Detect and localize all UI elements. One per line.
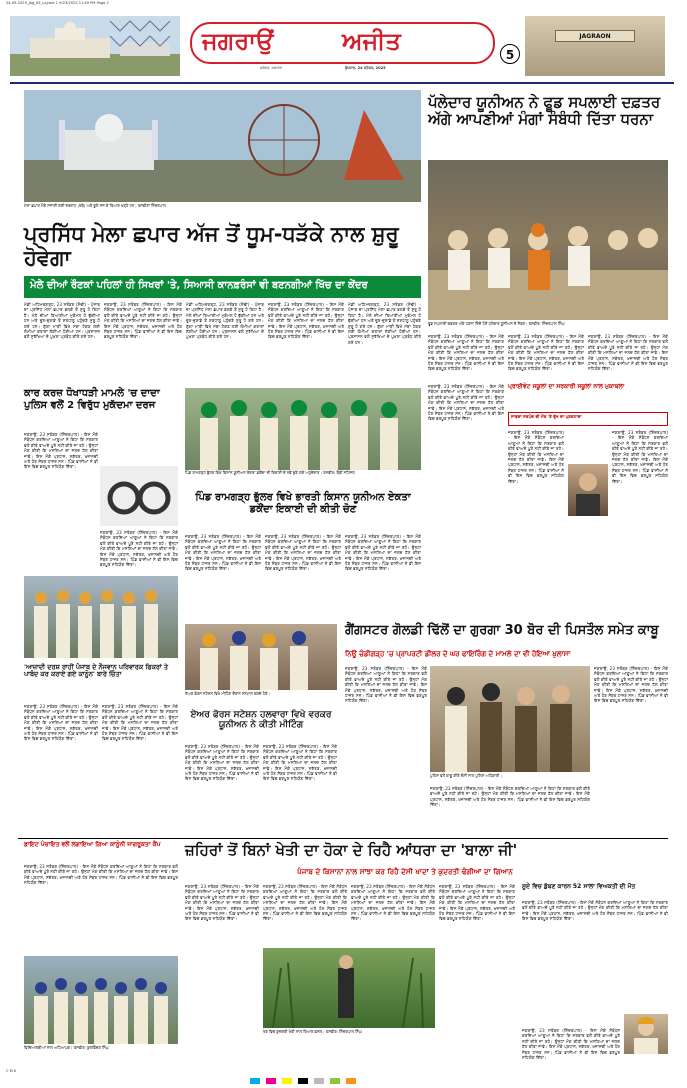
meeting-group-icon: [185, 624, 337, 690]
camp-caption: ਵਿਦਿਆਰਥੀਆਂ ਨਾਲ ਅਧਿਆਪਕ। ਤਸਵੀਰ: ਕੁਲਵਿੰਦਰ ਸਿੰਘ: [24, 1045, 109, 1050]
deceased-portrait: [624, 1014, 668, 1054]
rally-crowd-icon: [24, 576, 178, 658]
masthead-banner: [190, 22, 495, 64]
schools-headline: ਪ੍ਰਾਈਵੇਟ ਸਕੂਲਾਂ ਦਾ ਸਰਕਾਰੀ ਸਕੂਲਾਂ ਨਾਲ ਮੁਕਾਬਲਾ: [508, 383, 625, 390]
crops-icon: [263, 948, 435, 1028]
farm-photo: [263, 948, 435, 1028]
students-group-icon: [24, 956, 178, 1044]
drowning-headline: ਸੂਏ ਵਿਚ ਡੁੱਬਣ ਕਾਰਨ 52 ਸਾਲਾ ਵਿਅਕਤੀ ਦੀ ਮੌਤ: [522, 883, 636, 890]
camp-photo: [24, 956, 178, 1044]
masthead-paper-name: ਅਜੀਤ: [342, 27, 401, 55]
rally-col-1: ਜਗਰਾਉਂ, 23 ਸਤੰਬਰ (ਸ਼ਿੰਦਰਪਾਲ) - ਇਸ ਮੌਕੇ ਸੰਬੋਧਨ ਕਰਦਿਆਂ ਆਗੂਆਂ ਨੇ ਕਿਹਾ ਕਿ ਸਰਕਾਰ ਵਲੋਂ ਕੀਤੇ ਵਾਅਦੇ ਪੂਰੇ ਨਹੀਂ ਕੀਤੇ ਜਾ ਰਹੇ। ਉਨ੍ਹਾਂ ਮੰਗ ਕੀਤੀ ਕਿ ਮਸਲਿਆਂ ਦਾ ਜਲਦ ਹੱਲ ਕੀਤਾ ਜਾਵੇ। ਇਸ ਮੌਕੇ ਪ੍ਰਧਾਨ, ਸਕੱਤਰ, ਖ਼ਜ਼ਾਨਚੀ ਅਤੇ ਹੋਰ ਮੈਂਬਰ ਹਾਜ਼ਰ ਸਨ। ਪਿੰਡ ਵਾਸੀਆਂ ਨੇ ਵੀ ਇਸ ਵਿਚ ਭਰਪੂਰ ਸਹਿਯੋਗ ਦਿੱਤਾ।: [24, 704, 98, 742]
airforce-col-1: ਜਗਰਾਉਂ, 23 ਸਤੰਬਰ (ਸ਼ਿੰਦਰਪਾਲ) - ਇਸ ਮੌਕੇ ਸੰਬੋਧਨ ਕਰਦਿਆਂ ਆਗੂਆਂ ਨੇ ਕਿਹਾ ਕਿ ਸਰਕਾਰ ਵਲੋਂ ਕੀਤੇ ਵਾਅਦੇ ਪੂਰੇ ਨਹੀਂ ਕੀਤੇ ਜਾ ਰਹੇ। ਉਨ੍ਹਾਂ ਮੰਗ ਕੀਤੀ ਕਿ ਮਸਲਿਆਂ ਦਾ ਜਲਦ ਹੱਲ ਕੀਤਾ ਜਾਵੇ। ਇਸ ਮੌਕੇ ਪ੍ਰਧਾਨ, ਸਕੱਤਰ, ਖ਼ਜ਼ਾਨਚੀ ਅਤੇ ਹੋਰ ਮੈਂਬਰ ਹਾਜ਼ਰ ਸਨ। ਪਿੰਡ ਵਾਸੀਆਂ ਨੇ ਵੀ ਇਸ ਵਿਚ ਭਰਪੂਰ ਸਹਿਯੋਗ ਦਿੱਤਾ।: [185, 744, 259, 782]
police-officers-icon: [430, 666, 590, 772]
kisan-col-2: ਜਗਰਾਉਂ, 23 ਸਤੰਬਰ (ਸ਼ਿੰਦਰਪਾਲ) - ਇਸ ਮੌਕੇ ਸੰਬੋਧਨ ਕਰਦਿਆਂ ਆਗੂਆਂ ਨੇ ਕਿਹਾ ਕਿ ਸਰਕਾਰ ਵਲੋਂ ਕੀਤੇ ਵਾਅਦੇ ਪੂਰੇ ਨਹੀਂ ਕੀਤੇ ਜਾ ਰਹੇ। ਉਨ੍ਹਾਂ ਮੰਗ ਕੀਤੀ ਕਿ ਮਸਲਿਆਂ ਦਾ ਜਲਦ ਹੱਲ ਕੀਤਾ ਜਾਵੇ। ਇਸ ਮੌਕੇ ਪ੍ਰਧਾਨ, ਸਕੱਤਰ, ਖ਼ਜ਼ਾਨਚੀ ਅਤੇ ਹੋਰ ਮੈਂਬਰ ਹਾਜ਼ਰ ਸਨ। ਪਿੰਡ ਵਾਸੀਆਂ ਨੇ ਵੀ ਇਸ ਵਿਚ ਭਰਪੂਰ ਸਹਿਯੋਗ ਦਿੱਤਾ।: [265, 534, 341, 572]
schools-col-2: ਜਗਰਾਉਂ, 23 ਸਤੰਬਰ (ਸ਼ਿੰਦਰਪਾਲ) - ਇਸ ਮੌਕੇ ਸੰਬੋਧਨ ਕਰਦਿਆਂ ਆਗੂਆਂ ਨੇ ਕਿਹਾ ਕਿ ਸਰਕਾਰ ਵਲੋਂ ਕੀਤੇ ਵਾਅਦੇ ਪੂਰੇ ਨਹੀਂ ਕੀਤੇ ਜਾ ਰਹੇ। ਉਨ੍ਹਾਂ ਮੰਗ ਕੀਤੀ ਕਿ ਮਸਲਿਆਂ ਦਾ ਜਲਦ ਹੱਲ ਕੀਤਾ ਜਾਵੇ। ਇਸ ਮੌਕੇ ਪ੍ਰਧਾਨ, ਸਕੱਤਰ, ਖ਼ਜ਼ਾਨਚੀ ਅਤੇ ਹੋਰ ਮੈਂਬਰ ਹਾਜ਼ਰ ਸਨ। ਪਿੰਡ ਵਾਸੀਆਂ ਨੇ ਵੀ ਇਸ ਵਿਚ ਭਰਪੂਰ ਸਹਿਯੋਗ ਦਿੱਤਾ।: [508, 430, 564, 484]
color-swatch: [282, 1078, 292, 1084]
drowning-text-2: ਜਗਰਾਉਂ, 23 ਸਤੰਬਰ (ਸ਼ਿੰਦਰਪਾਲ) - ਇਸ ਮੌਕੇ ਸੰਬੋਧਨ ਕਰਦਿਆਂ ਆਗੂਆਂ ਨੇ ਕਿਹਾ ਕਿ ਸਰਕਾਰ ਵਲੋਂ ਕੀਤੇ ਵਾਅਦੇ ਪੂਰੇ ਨਹੀਂ ਕੀਤੇ ਜਾ ਰਹੇ। ਉਨ੍ਹਾਂ ਮੰਗ ਕੀਤੀ ਕਿ ਮਸਲਿਆਂ ਦਾ ਜਲਦ ਹੱਲ ਕੀਤਾ ਜਾਵੇ। ਇਸ ਮੌਕੇ ਪ੍ਰਧਾਨ, ਸਕੱਤਰ, ਖ਼ਜ਼ਾਨਚੀ ਅਤੇ ਹੋਰ ਮੈਂਬਰ ਹਾਜ਼ਰ ਸਨ। ਪਿੰਡ ਵਾਸੀਆਂ ਨੇ ਵੀ ਇਸ ਵਿਚ ਭਰਪੂਰ ਸਹਿਯੋਗ ਦਿੱਤਾ।: [522, 1028, 620, 1060]
camp-text: ਜਗਰਾਉਂ, 23 ਸਤੰਬਰ (ਸ਼ਿੰਦਰਪਾਲ) - ਇਸ ਮੌਕੇ ਸੰਬੋਧਨ ਕਰਦਿਆਂ ਆਗੂਆਂ ਨੇ ਕਿਹਾ ਕਿ ਸਰਕਾਰ ਵਲੋਂ ਕੀਤੇ ਵਾਅਦੇ ਪੂਰੇ ਨਹੀਂ ਕੀਤੇ ਜਾ ਰਹੇ। ਉਨ੍ਹਾਂ ਮੰਗ ਕੀਤੀ ਕਿ ਮਸਲਿਆਂ ਦਾ ਜਲਦ ਹੱਲ ਕੀਤਾ ਜਾਵੇ। ਇਸ ਮੌਕੇ ਪ੍ਰਧਾਨ, ਸਕੱਤਰ, ਖ਼ਜ਼ਾਨਚੀ ਅਤੇ ਹੋਰ ਮੈਂਬਰ ਹਾਜ਼ਰ ਸਨ। ਪਿੰਡ ਵਾਸੀਆਂ ਨੇ ਵੀ ਇਸ ਵਿਚ ਭਰਪੂਰ ਸਹਿਯੋਗ ਦਿੱਤਾ।: [24, 864, 178, 886]
schools-col-1: ਜਗਰਾਉਂ, 23 ਸਤੰਬਰ (ਸ਼ਿੰਦਰਪਾਲ) - ਇਸ ਮੌਕੇ ਸੰਬੋਧਨ ਕਰਦਿਆਂ ਆਗੂਆਂ ਨੇ ਕਿਹਾ ਕਿ ਸਰਕਾਰ ਵਲੋਂ ਕੀਤੇ ਵਾਅਦੇ ਪੂਰੇ ਨਹੀਂ ਕੀਤੇ ਜਾ ਰਹੇ। ਉਨ੍ਹਾਂ ਮੰਗ ਕੀਤੀ ਕਿ ਮਸਲਿਆਂ ਦਾ ਜਲਦ ਹੱਲ ਕੀਤਾ ਜਾਵੇ। ਇਸ ਮੌਕੇ ਪ੍ਰਧਾਨ, ਸਕੱਤਰ, ਖ਼ਜ਼ਾਨਚੀ ਅਤੇ ਹੋਰ ਮੈਂਬਰ ਹਾਜ਼ਰ ਸਨ। ਪਿੰਡ ਵਾਸੀਆਂ ਨੇ ਵੀ ਇਸ ਵਿਚ ਭਰਪੂਰ ਸਹਿਯੋਗ ਦਿੱਤਾ।: [428, 384, 504, 422]
rally-col-2: ਜਗਰਾਉਂ, 23 ਸਤੰਬਰ (ਸ਼ਿੰਦਰਪਾਲ) - ਇਸ ਮੌਕੇ ਸੰਬੋਧਨ ਕਰਦਿਆਂ ਆਗੂਆਂ ਨੇ ਕਿਹਾ ਕਿ ਸਰਕਾਰ ਵਲੋਂ ਕੀਤੇ ਵਾਅਦੇ ਪੂਰੇ ਨਹੀਂ ਕੀਤੇ ਜਾ ਰਹੇ। ਉਨ੍ਹਾਂ ਮੰਗ ਕੀਤੀ ਕਿ ਮਸਲਿਆਂ ਦਾ ਜਲਦ ਹੱਲ ਕੀਤਾ ਜਾਵੇ। ਇਸ ਮੌਕੇ ਪ੍ਰਧਾਨ, ਸਕੱਤਰ, ਖ਼ਜ਼ਾਨਚੀ ਅਤੇ ਹੋਰ ਮੈਂਬਰ ਹਾਜ਼ਰ ਸਨ। ਪਿੰਡ ਵਾਸੀਆਂ ਨੇ ਵੀ ਇਸ ਵਿਚ ਭਰਪੂਰ ਸਹਿਯੋਗ ਦਿੱਤਾ।: [102, 704, 178, 742]
kisan-photo: [185, 388, 421, 470]
masthead-rule: [10, 82, 674, 84]
color-swatch: [266, 1078, 276, 1084]
rally-photo: [24, 576, 178, 658]
top-photo-caption: ਮੇਲਾ ਛਪਾਰ ਮੌਕੇ ਸਜਾਈ ਗਈ ਦਰਗਾਹ (ਖੱਬੇ) ਅਤੇ ਝੂਲੇ ਸਜ ਕੇ ਤਿਆਰ ਖੜ੍ਹੇ ਹਨ। ਤਸਵੀਰਾਂ ਸ਼ਿੰਦਰਪਾਲ: [24, 203, 166, 208]
kisan-col-1: ਜਗਰਾਉਂ, 23 ਸਤੰਬਰ (ਸ਼ਿੰਦਰਪਾਲ) - ਇਸ ਮੌਕੇ ਸੰਬੋਧਨ ਕਰਦਿਆਂ ਆਗੂਆਂ ਨੇ ਕਿਹਾ ਕਿ ਸਰਕਾਰ ਵਲੋਂ ਕੀਤੇ ਵਾਅਦੇ ਪੂਰੇ ਨਹੀਂ ਕੀਤੇ ਜਾ ਰਹੇ। ਉਨ੍ਹਾਂ ਮੰਗ ਕੀਤੀ ਕਿ ਮਸਲਿਆਂ ਦਾ ਜਲਦ ਹੱਲ ਕੀਤਾ ਜਾਵੇ। ਇਸ ਮੌਕੇ ਪ੍ਰਧਾਨ, ਸਕੱਤਰ, ਖ਼ਜ਼ਾਨਚੀ ਅਤੇ ਹੋਰ ਮੈਂਬਰ ਹਾਜ਼ਰ ਸਨ। ਪਿੰਡ ਵਾਸੀਆਂ ਨੇ ਵੀ ਇਸ ਵਿਚ ਭਰਪੂਰ ਸਹਿਯੋਗ ਦਿੱਤਾ।: [185, 534, 261, 572]
police-photo: [430, 666, 590, 772]
pallaydar-headline: ਪੱਲੇਦਾਰ ਯੂਨੀਅਨ ਨੇ ਫੂਡ ਸਪਲਾਈ ਦਫ਼ਤਰ ਅੱਗੇ ਆਪਣੀਆਂ ਮੰਗਾਂ ਸੰਬੰਧੀ ਦਿੱਤਾ ਧਰਨਾ: [428, 93, 661, 129]
footer-cmyk-label: C M K: [6, 1069, 17, 1073]
airforce-headline: ਏਅਰ ਫੋਰਸ ਸਟੇਸ਼ਨ ਹਲਵਾਰਾ ਵਿਖੇ ਵਰਕਰ ਯੂਨੀਅਨ ਨੇ ਕੀਤੀ ਮੀਟਿੰਗ: [190, 710, 332, 731]
masthead-building-icon: [10, 16, 180, 76]
page-slug: 24-09-2025_Jag_05_Layout 1 9/23/2025 11:49 PM Page 2: [6, 1, 109, 5]
color-swatch: [314, 1078, 324, 1084]
protest-photo: [428, 160, 668, 320]
airforce-col-2: ਜਗਰਾਉਂ, 23 ਸਤੰਬਰ (ਸ਼ਿੰਦਰਪਾਲ) - ਇਸ ਮੌਕੇ ਸੰਬੋਧਨ ਕਰਦਿਆਂ ਆਗੂਆਂ ਨੇ ਕਿਹਾ ਕਿ ਸਰਕਾਰ ਵਲੋਂ ਕੀਤੇ ਵਾਅਦੇ ਪੂਰੇ ਨਹੀਂ ਕੀਤੇ ਜਾ ਰਹੇ। ਉਨ੍ਹਾਂ ਮੰਗ ਕੀਤੀ ਕਿ ਮਸਲਿਆਂ ਦਾ ਜਲਦ ਹੱਲ ਕੀਤਾ ਜਾਵੇ। ਇਸ ਮੌਕੇ ਪ੍ਰਧਾਨ, ਸਕੱਤਰ, ਖ਼ਜ਼ਾਨਚੀ ਅਤੇ ਹੋਰ ਮੈਂਬਰ ਹਾਜ਼ਰ ਸਨ। ਪਿੰਡ ਵਾਸੀਆਂ ਨੇ ਵੀ ਇਸ ਵਿਚ ਭਰਪੂਰ ਸਹਿਯੋਗ ਦਿੱਤਾ।: [263, 744, 337, 782]
color-swatch: [298, 1078, 308, 1084]
car-loan-col-1: ਜਗਰਾਉਂ, 23 ਸਤੰਬਰ (ਸ਼ਿੰਦਰਪਾਲ) - ਇਸ ਮੌਕੇ ਸੰਬੋਧਨ ਕਰਦਿਆਂ ਆਗੂਆਂ ਨੇ ਕਿਹਾ ਕਿ ਸਰਕਾਰ ਵਲੋਂ ਕੀਤੇ ਵਾਅਦੇ ਪੂਰੇ ਨਹੀਂ ਕੀਤੇ ਜਾ ਰਹੇ। ਉਨ੍ਹਾਂ ਮੰਗ ਕੀਤੀ ਕਿ ਮਸਲਿਆਂ ਦਾ ਜਲਦ ਹੱਲ ਕੀਤਾ ਜਾਵੇ। ਇਸ ਮੌਕੇ ਪ੍ਰਧਾਨ, ਸਕੱਤਰ, ਖ਼ਜ਼ਾਨਚੀ ਅਤੇ ਹੋਰ ਮੈਂਬਰ ਹਾਜ਼ਰ ਸਨ। ਪਿੰਡ ਵਾਸੀਆਂ ਨੇ ਵੀ ਇਸ ਵਿਚ ਭਰਪੂਰ ਸਹਿਯੋਗ ਦਿੱਤਾ।: [24, 432, 98, 470]
masthead-date: ਬੁੱਧਵਾਰ, 24 ਸਤੰਬਰ, 2025: [345, 66, 386, 70]
elder-person-icon: [624, 1014, 668, 1054]
gangster-subheadline: ਨਿਊ ਚੰਡੀਗੜ੍ਹ 'ਚ ਪ੍ਰਾਪਰਟੀ ਡੀਲਰ ਦੇ ਘਰ ਫਾਇਰਿੰਗ ਦੇ ਮਾਮਲੇ ਦਾ ਵੀ ਹੋਇਆ ਖ਼ੁਲਾਸਾ: [345, 650, 571, 658]
gangster-headline: ਗੈਂਗਸਟਰ ਗੋਲਡੀ ਢਿੱਲੋਂ ਦਾ ਗੁਰਗਾ 30 ਬੋਰ ਦੀ ਪਿਸਤੌਲ ਸਮੇਤ ਕਾਬੂ: [345, 623, 659, 638]
color-swatch: [346, 1078, 356, 1084]
police-caption: ਪੁਲਿਸ ਵਲੋਂ ਕਾਬੂ ਕੀਤੇ ਦੋਸ਼ੀ ਨਾਲ ਪੁਲਿਸ ਅਧਿਕਾਰੀ।: [430, 773, 502, 778]
balaji-headline: ਜ਼ਹਿਰਾਂ ਤੋਂ ਬਿਨਾਂ ਖੇਤੀ ਦਾ ਹੋਕਾ ਦੇ ਰਿਹੈ ਆਂਧਰਾ ਦਾ 'ਬਾਲਾ ਜੀ': [185, 841, 518, 859]
main-subheadline: ਮੇਲੇ ਦੀਆਂ ਰੌਣਕਾਂ ਪਹਿਲਾਂ ਹੀ ਸਿਖਰਾਂ 'ਤੇ, ਸਿਆਸੀ ਕਾਨਫ਼ਰੰਸਾਂ ਵੀ ਬਣਨਗੀਆਂ ਖਿੱਚ ਦਾ ਕੇਂਦਰ: [24, 276, 421, 298]
masthead-sign: JAGRAON: [555, 30, 635, 42]
kisan-col-3: ਜਗਰਾਉਂ, 23 ਸਤੰਬਰ (ਸ਼ਿੰਦਰਪਾਲ) - ਇਸ ਮੌਕੇ ਸੰਬੋਧਨ ਕਰਦਿਆਂ ਆਗੂਆਂ ਨੇ ਕਿਹਾ ਕਿ ਸਰਕਾਰ ਵਲੋਂ ਕੀਤੇ ਵਾਅਦੇ ਪੂਰੇ ਨਹੀਂ ਕੀਤੇ ਜਾ ਰਹੇ। ਉਨ੍ਹਾਂ ਮੰਗ ਕੀਤੀ ਕਿ ਮਸਲਿਆਂ ਦਾ ਜਲਦ ਹੱਲ ਕੀਤਾ ਜਾਵੇ। ਇਸ ਮੌਕੇ ਪ੍ਰਧਾਨ, ਸਕੱਤਰ, ਖ਼ਜ਼ਾਨਚੀ ਅਤੇ ਹੋਰ ਮੈਂਬਰ ਹਾਜ਼ਰ ਸਨ। ਪਿੰਡ ਵਾਸੀਆਂ ਨੇ ਵੀ ਇਸ ਵਿਚ ਭਰਪੂਰ ਸਹਿਯੋਗ ਦਿੱਤਾ।: [345, 534, 421, 572]
pallaydar-col-1: ਜਗਰਾਉਂ, 23 ਸਤੰਬਰ (ਸ਼ਿੰਦਰਪਾਲ) - ਇਸ ਮੌਕੇ ਸੰਬੋਧਨ ਕਰਦਿਆਂ ਆਗੂਆਂ ਨੇ ਕਿਹਾ ਕਿ ਸਰਕਾਰ ਵਲੋਂ ਕੀਤੇ ਵਾਅਦੇ ਪੂਰੇ ਨਹੀਂ ਕੀਤੇ ਜਾ ਰਹੇ। ਉਨ੍ਹਾਂ ਮੰਗ ਕੀਤੀ ਕਿ ਮਸਲਿਆਂ ਦਾ ਜਲਦ ਹੱਲ ਕੀਤਾ ਜਾਵੇ। ਇਸ ਮੌਕੇ ਪ੍ਰਧਾਨ, ਸਕੱਤਰ, ਖ਼ਜ਼ਾਨਚੀ ਅਤੇ ਹੋਰ ਮੈਂਬਰ ਹਾਜ਼ਰ ਸਨ। ਪਿੰਡ ਵਾਸੀਆਂ ਨੇ ਵੀ ਇਸ ਵਿਚ ਭਰਪੂਰ ਸਹਿਯੋਗ ਦਿੱਤਾ।: [428, 334, 504, 372]
pallaydar-col-2: ਜਗਰਾਉਂ, 23 ਸਤੰਬਰ (ਸ਼ਿੰਦਰਪਾਲ) - ਇਸ ਮੌਕੇ ਸੰਬੋਧਨ ਕਰਦਿਆਂ ਆਗੂਆਂ ਨੇ ਕਿਹਾ ਕਿ ਸਰਕਾਰ ਵਲੋਂ ਕੀਤੇ ਵਾਅਦੇ ਪੂਰੇ ਨਹੀਂ ਕੀਤੇ ਜਾ ਰਹੇ। ਉਨ੍ਹਾਂ ਮੰਗ ਕੀਤੀ ਕਿ ਮਸਲਿਆਂ ਦਾ ਜਲਦ ਹੱਲ ਕੀਤਾ ਜਾਵੇ। ਇਸ ਮੌਕੇ ਪ੍ਰਧਾਨ, ਸਕੱਤਰ, ਖ਼ਜ਼ਾਨਚੀ ਅਤੇ ਹੋਰ ਮੈਂਬਰ ਹਾਜ਼ਰ ਸਨ। ਪਿੰਡ ਵਾਸੀਆਂ ਨੇ ਵੀ ਇਸ ਵਿਚ ਭਰਪੂਰ ਸਹਿਯੋਗ ਦਿੱਤਾ।: [508, 334, 584, 372]
car-loan-headline: ਕਾਰ ਕਰਜ਼ ਧੋਖਾਧੜੀ ਮਾਮਲੇ 'ਚ ਦਾਦਾ ਪੁਲਿਸ ਵਲੋਂ 2 ਵਿਰੁੱਧ ਮੁਕੱਦਮਾ ਦਰਜ: [24, 388, 160, 411]
balaji-col-1: ਜਗਰਾਉਂ, 23 ਸਤੰਬਰ (ਸ਼ਿੰਦਰਪਾਲ) - ਇਸ ਮੌਕੇ ਸੰਬੋਧਨ ਕਰਦਿਆਂ ਆਗੂਆਂ ਨੇ ਕਿਹਾ ਕਿ ਸਰਕਾਰ ਵਲੋਂ ਕੀਤੇ ਵਾਅਦੇ ਪੂਰੇ ਨਹੀਂ ਕੀਤੇ ਜਾ ਰਹੇ। ਉਨ੍ਹਾਂ ਮੰਗ ਕੀਤੀ ਕਿ ਮਸਲਿਆਂ ਦਾ ਜਲਦ ਹੱਲ ਕੀਤਾ ਜਾਵੇ। ਇਸ ਮੌਕੇ ਪ੍ਰਧਾਨ, ਸਕੱਤਰ, ਖ਼ਜ਼ਾਨਚੀ ਅਤੇ ਹੋਰ ਮੈਂਬਰ ਹਾਜ਼ਰ ਸਨ। ਪਿੰਡ ਵਾਸੀਆਂ ਨੇ ਵੀ ਇਸ ਵਿਚ ਭਰਪੂਰ ਸਹਿਯੋਗ ਦਿੱਤਾ।: [185, 884, 259, 922]
balaji-col-3: ਜਗਰਾਉਂ, 23 ਸਤੰਬਰ (ਸ਼ਿੰਦਰਪਾਲ) - ਇਸ ਮੌਕੇ ਸੰਬੋਧਨ ਕਰਦਿਆਂ ਆਗੂਆਂ ਨੇ ਕਿਹਾ ਕਿ ਸਰਕਾਰ ਵਲੋਂ ਕੀਤੇ ਵਾਅਦੇ ਪੂਰੇ ਨਹੀਂ ਕੀਤੇ ਜਾ ਰਹੇ। ਉਨ੍ਹਾਂ ਮੰਗ ਕੀਤੀ ਕਿ ਮਸਲਿਆਂ ਦਾ ਜਲਦ ਹੱਲ ਕੀਤਾ ਜਾਵੇ। ਇਸ ਮੌਕੇ ਪ੍ਰਧਾਨ, ਸਕੱਤਰ, ਖ਼ਜ਼ਾਨਚੀ ਅਤੇ ਹੋਰ ਮੈਂਬਰ ਹਾਜ਼ਰ ਸਨ। ਪਿੰਡ ਵਾਸੀਆਂ ਨੇ ਵੀ ਇਸ ਵਿਚ ਭਰਪੂਰ ਸਹਿਯੋਗ ਦਿੱਤਾ।: [351, 884, 435, 922]
person-icon: [568, 464, 608, 516]
section-rule: [18, 838, 668, 839]
kisan-headline: ਪਿੰਡ ਰਾਮਗੜ੍ਹ ਭੁੱਲਰ ਵਿਖੇ ਭਾਰਤੀ ਕਿਸਾਨ ਯੂਨੀਅਨ ਏਕਤਾ ਡਕੌਂਦਾ ਇਕਾਈ ਦੀ ਕੀਤੀ ਚੋਣ: [195, 492, 411, 515]
person-portrait: [568, 464, 608, 516]
masthead-left-photo: [10, 16, 180, 76]
handcuffs-icon: [100, 466, 178, 526]
rally-headline: 'ਆਜ਼ਾਦੀ ਦਰਸ਼ ਰਾਹੀਂ ਪੰਜਾਬ ਦੇ ਨੌਜਵਾਨ ਪਰਿਵਾਰਕ ਫਿਕਰਾਂ ਤੇ ਪਾਬੰਦ ਕਰ ਕਰਾਏ ਗਏ ਕਾਨੂੰਨ' ਬਾਰੇ ਚਿੰਤਾ: [24, 663, 169, 679]
balaji-subheadline: ਪੰਜਾਬ ਦੇ ਕਿਸਾਨਾਂ ਨਾਲ ਸਾਂਝਾ ਕਰ ਰਿਹੈ ਦੇਸੀ ਖਾਦਾਂ ਤੇ ਕੁਦਰਤੀ ਢੰਗੀਆਂ ਦਾ ਗਿਆਨ: [297, 867, 513, 876]
masthead-sub: ਜਲੰਧਰ, ਸਕਾਰਣ: [260, 66, 282, 70]
main-story-col-5: ਮੰਡੀ ਅਹਿਮਦਗੜ੍ਹ, 23 ਸਤੰਬਰ (ਸੋਢੀ) - ਪੰਜਾਬ ਦਾ ਪ੍ਰਸਿੱਧ ਮੇਲਾ ਛਪਾਰ ਭਲਕੇ ਤੋਂ ਸ਼ੁਰੂ ਹੋ ਰਿਹਾ ਹੈ। ਮੇਲੇ ਦੀਆਂ ਤਿਆਰੀਆਂ ਮੁਕੰਮਲ ਹੋ ਚੁੱਕੀਆਂ ਹਨ ਅਤੇ ਦੂਰ-ਦੁਰਾਡੇ ਤੋਂ ਸ਼ਰਧਾਲੂ ਪਹੁੰਚਣੇ ਸ਼ੁਰੂ ਹੋ ਗਏ ਹਨ। ਗੁੱਗਾ ਮਾੜੀ ਵਿਖੇ ਮੱਥਾ ਟੇਕਣ ਲਈ ਲੰਮੀਆਂ ਕਤਾਰਾਂ ਲੱਗੀਆਂ ਹੋਈਆਂ ਹਨ। ਪ੍ਰਸ਼ਾਸਨ ਵਲੋਂ ਸੁਰੱਖਿਆ ਦੇ ਪੁਖ਼ਤਾ ਪ੍ਰਬੰਧ ਕੀਤੇ ਗਏ ਹਨ।: [348, 302, 421, 345]
main-story-col-4: ਜਗਰਾਉਂ, 23 ਸਤੰਬਰ (ਸ਼ਿੰਦਰਪਾਲ) - ਇਸ ਮੌਕੇ ਸੰਬੋਧਨ ਕਰਦਿਆਂ ਆਗੂਆਂ ਨੇ ਕਿਹਾ ਕਿ ਸਰਕਾਰ ਵਲੋਂ ਕੀਤੇ ਵਾਅਦੇ ਪੂਰੇ ਨਹੀਂ ਕੀਤੇ ਜਾ ਰਹੇ। ਉਨ੍ਹਾਂ ਮੰਗ ਕੀਤੀ ਕਿ ਮਸਲਿਆਂ ਦਾ ਜਲਦ ਹੱਲ ਕੀਤਾ ਜਾਵੇ। ਇਸ ਮੌਕੇ ਪ੍ਰਧਾਨ, ਸਕੱਤਰ, ਖ਼ਜ਼ਾਨਚੀ ਅਤੇ ਹੋਰ ਮੈਂਬਰ ਹਾਜ਼ਰ ਸਨ। ਪਿੰਡ ਵਾਸੀਆਂ ਨੇ ਵੀ ਇਸ ਵਿਚ ਭਰਪੂਰ ਸਹਿਯੋਗ ਦਿੱਤਾ।: [268, 302, 344, 340]
main-headline: ਪ੍ਰਸਿੱਧ ਮੇਲਾ ਛਪਾਰ ਅੱਜ ਤੋਂ ਧੂਮ-ਧੜੱਕੇ ਨਾਲ ਸ਼ੁਰੂ ਹੋਵੇਗਾ: [24, 222, 399, 271]
camp-headline: ਡਾਇਟ ਪੰਚਾਇਤ ਵਲੋਂ ਲਗਾਇਆ ਗਿਆ ਕਾਨੂੰਨੀ ਜਾਗਰੂਕਤਾ ਕੈਂਪ: [24, 841, 161, 848]
color-swatches: [250, 1069, 450, 1077]
protest-crowd-icon: [428, 160, 668, 320]
color-swatch: [250, 1078, 260, 1084]
mela-scene-icon: [24, 90, 421, 202]
gangster-col-1: ਜਗਰਾਉਂ, 23 ਸਤੰਬਰ (ਸ਼ਿੰਦਰਪਾਲ) - ਇਸ ਮੌਕੇ ਸੰਬੋਧਨ ਕਰਦਿਆਂ ਆਗੂਆਂ ਨੇ ਕਿਹਾ ਕਿ ਸਰਕਾਰ ਵਲੋਂ ਕੀਤੇ ਵਾਅਦੇ ਪੂਰੇ ਨਹੀਂ ਕੀਤੇ ਜਾ ਰਹੇ। ਉਨ੍ਹਾਂ ਮੰਗ ਕੀਤੀ ਕਿ ਮਸਲਿਆਂ ਦਾ ਜਲਦ ਹੱਲ ਕੀਤਾ ਜਾਵੇ। ਇਸ ਮੌਕੇ ਪ੍ਰਧਾਨ, ਸਕੱਤਰ, ਖ਼ਜ਼ਾਨਚੀ ਅਤੇ ਹੋਰ ਮੈਂਬਰ ਹਾਜ਼ਰ ਸਨ। ਪਿੰਡ ਵਾਸੀਆਂ ਨੇ ਵੀ ਇਸ ਵਿਚ ਭਰਪੂਰ ਸਹਿਯੋਗ ਦਿੱਤਾ।: [345, 666, 427, 704]
kisan-caption: ਪਿੰਡ ਰਾਮਗੜ੍ਹ ਭੁੱਲਰ ਵਿਖੇ ਕਿਸਾਨ ਯੂਨੀਅਨ ਏਕਤਾ ਡਕੌਂਦਾ ਦੀ ਇਕਾਈ ਦੇ ਨਵੇਂ ਚੁਣੇ ਗਏ ਅਹੁਦੇਦਾਰ। ਤਸਵੀਰ: ਬੌਬੀ ਸਹਿਜਲ: [185, 470, 355, 475]
fair-photo: [24, 90, 421, 202]
balaji-col-2: ਜਗਰਾਉਂ, 23 ਸਤੰਬਰ (ਸ਼ਿੰਦਰਪਾਲ) - ਇਸ ਮੌਕੇ ਸੰਬੋਧਨ ਕਰਦਿਆਂ ਆਗੂਆਂ ਨੇ ਕਿਹਾ ਕਿ ਸਰਕਾਰ ਵਲੋਂ ਕੀਤੇ ਵਾਅਦੇ ਪੂਰੇ ਨਹੀਂ ਕੀਤੇ ਜਾ ਰਹੇ। ਉਨ੍ਹਾਂ ਮੰਗ ਕੀਤੀ ਕਿ ਮਸਲਿਆਂ ਦਾ ਜਲਦ ਹੱਲ ਕੀਤਾ ਜਾਵੇ। ਇਸ ਮੌਕੇ ਪ੍ਰਧਾਨ, ਸਕੱਤਰ, ਖ਼ਜ਼ਾਨਚੀ ਅਤੇ ਹੋਰ ਮੈਂਬਰ ਹਾਜ਼ਰ ਸਨ। ਪਿੰਡ ਵਾਸੀਆਂ ਨੇ ਵੀ ਇਸ ਵਿਚ ਭਰਪੂਰ ਸਹਿਯੋਗ ਦਿੱਤਾ।: [263, 884, 347, 922]
main-story-col-2: ਜਗਰਾਉਂ, 23 ਸਤੰਬਰ (ਸ਼ਿੰਦਰਪਾਲ) - ਇਸ ਮੌਕੇ ਸੰਬੋਧਨ ਕਰਦਿਆਂ ਆਗੂਆਂ ਨੇ ਕਿਹਾ ਕਿ ਸਰਕਾਰ ਵਲੋਂ ਕੀਤੇ ਵਾਅਦੇ ਪੂਰੇ ਨਹੀਂ ਕੀਤੇ ਜਾ ਰਹੇ। ਉਨ੍ਹਾਂ ਮੰਗ ਕੀਤੀ ਕਿ ਮਸਲਿਆਂ ਦਾ ਜਲਦ ਹੱਲ ਕੀਤਾ ਜਾਵੇ। ਇਸ ਮੌਕੇ ਪ੍ਰਧਾਨ, ਸਕੱਤਰ, ਖ਼ਜ਼ਾਨਚੀ ਅਤੇ ਹੋਰ ਮੈਂਬਰ ਹਾਜ਼ਰ ਸਨ। ਪਿੰਡ ਵਾਸੀਆਂ ਨੇ ਵੀ ਇਸ ਵਿਚ ਭਰਪੂਰ ਸਹਿਯੋਗ ਦਿੱਤਾ।: [104, 302, 182, 340]
page-number: 5: [500, 44, 520, 64]
main-story-col-3: ਮੰਡੀ ਅਹਿਮਦਗੜ੍ਹ, 23 ਸਤੰਬਰ (ਸੋਢੀ) - ਪੰਜਾਬ ਦਾ ਪ੍ਰਸਿੱਧ ਮੇਲਾ ਛਪਾਰ ਭਲਕੇ ਤੋਂ ਸ਼ੁਰੂ ਹੋ ਰਿਹਾ ਹੈ। ਮੇਲੇ ਦੀਆਂ ਤਿਆਰੀਆਂ ਮੁਕੰਮਲ ਹੋ ਚੁੱਕੀਆਂ ਹਨ ਅਤੇ ਦੂਰ-ਦੁਰਾਡੇ ਤੋਂ ਸ਼ਰਧਾਲੂ ਪਹੁੰਚਣੇ ਸ਼ੁਰੂ ਹੋ ਗਏ ਹਨ। ਗੁੱਗਾ ਮਾੜੀ ਵਿਖੇ ਮੱਥਾ ਟੇਕਣ ਲਈ ਲੰਮੀਆਂ ਕਤਾਰਾਂ ਲੱਗੀਆਂ ਹੋਈਆਂ ਹਨ। ਪ੍ਰਸ਼ਾਸਨ ਵਲੋਂ ਸੁਰੱਖਿਆ ਦੇ ਪੁਖ਼ਤਾ ਪ੍ਰਬੰਧ ਕੀਤੇ ਗਏ ਹਨ।: [186, 302, 264, 340]
drowning-text: ਜਗਰਾਉਂ, 23 ਸਤੰਬਰ (ਸ਼ਿੰਦਰਪਾਲ) - ਇਸ ਮੌਕੇ ਸੰਬੋਧਨ ਕਰਦਿਆਂ ਆਗੂਆਂ ਨੇ ਕਿਹਾ ਕਿ ਸਰਕਾਰ ਵਲੋਂ ਕੀਤੇ ਵਾਅਦੇ ਪੂਰੇ ਨਹੀਂ ਕੀਤੇ ਜਾ ਰਹੇ। ਉਨ੍ਹਾਂ ਮੰਗ ਕੀਤੀ ਕਿ ਮਸਲਿਆਂ ਦਾ ਜਲਦ ਹੱਲ ਕੀਤਾ ਜਾਵੇ। ਇਸ ਮੌਕੇ ਪ੍ਰਧਾਨ, ਸਕੱਤਰ, ਖ਼ਜ਼ਾਨਚੀ ਅਤੇ ਹੋਰ ਮੈਂਬਰ ਹਾਜ਼ਰ ਸਨ। ਪਿੰਡ ਵਾਸੀਆਂ ਨੇ ਵੀ ਇਸ ਵਿਚ ਭਰਪੂਰ ਸਹਿਯੋਗ ਦਿੱਤਾ।: [522, 900, 668, 922]
airforce-caption: ਏਅਰ ਫੋਰਸ ਸਟੇਸ਼ਨ ਵਿਖੇ ਮੀਟਿੰਗ ਦੌਰਾਨ ਸਨਮਾਨ ਕਰਦੇ ਹੋਏ।: [185, 691, 271, 696]
printer-color-bar: [0, 1068, 687, 1078]
kisan-group-icon: [185, 388, 421, 470]
airforce-photo: [185, 624, 337, 690]
color-swatch: [330, 1078, 340, 1084]
main-story-col-1: ਮੰਡੀ ਅਹਿਮਦਗੜ੍ਹ, 23 ਸਤੰਬਰ (ਸੋਢੀ) - ਪੰਜਾਬ ਦਾ ਪ੍ਰਸਿੱਧ ਮੇਲਾ ਛਪਾਰ ਭਲਕੇ ਤੋਂ ਸ਼ੁਰੂ ਹੋ ਰਿਹਾ ਹੈ। ਮੇਲੇ ਦੀਆਂ ਤਿਆਰੀਆਂ ਮੁਕੰਮਲ ਹੋ ਚੁੱਕੀਆਂ ਹਨ ਅਤੇ ਦੂਰ-ਦੁਰਾਡੇ ਤੋਂ ਸ਼ਰਧਾਲੂ ਪਹੁੰਚਣੇ ਸ਼ੁਰੂ ਹੋ ਗਏ ਹਨ। ਗੁੱਗਾ ਮਾੜੀ ਵਿਖੇ ਮੱਥਾ ਟੇਕਣ ਲਈ ਲੰਮੀਆਂ ਕਤਾਰਾਂ ਲੱਗੀਆਂ ਹੋਈਆਂ ਹਨ। ਪ੍ਰਸ਼ਾਸਨ ਵਲੋਂ ਸੁਰੱਖਿਆ ਦੇ ਪੁਖ਼ਤਾ ਪ੍ਰਬੰਧ ਕੀਤੇ ਗਏ ਹਨ।: [24, 302, 100, 340]
gangster-col-3: ਜਗਰਾਉਂ, 23 ਸਤੰਬਰ (ਸ਼ਿੰਦਰਪਾਲ) - ਇਸ ਮੌਕੇ ਸੰਬੋਧਨ ਕਰਦਿਆਂ ਆਗੂਆਂ ਨੇ ਕਿਹਾ ਕਿ ਸਰਕਾਰ ਵਲੋਂ ਕੀਤੇ ਵਾਅਦੇ ਪੂਰੇ ਨਹੀਂ ਕੀਤੇ ਜਾ ਰਹੇ। ਉਨ੍ਹਾਂ ਮੰਗ ਕੀਤੀ ਕਿ ਮਸਲਿਆਂ ਦਾ ਜਲਦ ਹੱਲ ਕੀਤਾ ਜਾਵੇ। ਇਸ ਮੌਕੇ ਪ੍ਰਧਾਨ, ਸਕੱਤਰ, ਖ਼ਜ਼ਾਨਚੀ ਅਤੇ ਹੋਰ ਮੈਂਬਰ ਹਾਜ਼ਰ ਸਨ। ਪਿੰਡ ਵਾਸੀਆਂ ਨੇ ਵੀ ਇਸ ਵਿਚ ਭਰਪੂਰ ਸਹਿਯੋਗ ਦਿੱਤਾ।: [594, 666, 668, 704]
car-loan-col-2: ਜਗਰਾਉਂ, 23 ਸਤੰਬਰ (ਸ਼ਿੰਦਰਪਾਲ) - ਇਸ ਮੌਕੇ ਸੰਬੋਧਨ ਕਰਦਿਆਂ ਆਗੂਆਂ ਨੇ ਕਿਹਾ ਕਿ ਸਰਕਾਰ ਵਲੋਂ ਕੀਤੇ ਵਾਅਦੇ ਪੂਰੇ ਨਹੀਂ ਕੀਤੇ ਜਾ ਰਹੇ। ਉਨ੍ਹਾਂ ਮੰਗ ਕੀਤੀ ਕਿ ਮਸਲਿਆਂ ਦਾ ਜਲਦ ਹੱਲ ਕੀਤਾ ਜਾਵੇ। ਇਸ ਮੌਕੇ ਪ੍ਰਧਾਨ, ਸਕੱਤਰ, ਖ਼ਜ਼ਾਨਚੀ ਅਤੇ ਹੋਰ ਮੈਂਬਰ ਹਾਜ਼ਰ ਸਨ। ਪਿੰਡ ਵਾਸੀਆਂ ਨੇ ਵੀ ਇਸ ਵਿਚ ਭਰਪੂਰ ਸਹਿਯੋਗ ਦਿੱਤਾ।: [100, 530, 178, 568]
gangster-col-2: ਜਗਰਾਉਂ, 23 ਸਤੰਬਰ (ਸ਼ਿੰਦਰਪਾਲ) - ਇਸ ਮੌਕੇ ਸੰਬੋਧਨ ਕਰਦਿਆਂ ਆਗੂਆਂ ਨੇ ਕਿਹਾ ਕਿ ਸਰਕਾਰ ਵਲੋਂ ਕੀਤੇ ਵਾਅਦੇ ਪੂਰੇ ਨਹੀਂ ਕੀਤੇ ਜਾ ਰਹੇ। ਉਨ੍ਹਾਂ ਮੰਗ ਕੀਤੀ ਕਿ ਮਸਲਿਆਂ ਦਾ ਜਲਦ ਹੱਲ ਕੀਤਾ ਜਾਵੇ। ਇਸ ਮੌਕੇ ਪ੍ਰਧਾਨ, ਸਕੱਤਰ, ਖ਼ਜ਼ਾਨਚੀ ਅਤੇ ਹੋਰ ਮੈਂਬਰ ਹਾਜ਼ਰ ਸਨ। ਪਿੰਡ ਵਾਸੀਆਂ ਨੇ ਵੀ ਇਸ ਵਿਚ ਭਰਪੂਰ ਸਹਿਯੋਗ ਦਿੱਤਾ।: [430, 786, 590, 808]
schools-col-3: ਜਗਰਾਉਂ, 23 ਸਤੰਬਰ (ਸ਼ਿੰਦਰਪਾਲ) - ਇਸ ਮੌਕੇ ਸੰਬੋਧਨ ਕਰਦਿਆਂ ਆਗੂਆਂ ਨੇ ਕਿਹਾ ਕਿ ਸਰਕਾਰ ਵਲੋਂ ਕੀਤੇ ਵਾਅਦੇ ਪੂਰੇ ਨਹੀਂ ਕੀਤੇ ਜਾ ਰਹੇ। ਉਨ੍ਹਾਂ ਮੰਗ ਕੀਤੀ ਕਿ ਮਸਲਿਆਂ ਦਾ ਜਲਦ ਹੱਲ ਕੀਤਾ ਜਾਵੇ। ਇਸ ਮੌਕੇ ਪ੍ਰਧਾਨ, ਸਕੱਤਰ, ਖ਼ਜ਼ਾਨਚੀ ਅਤੇ ਹੋਰ ਮੈਂਬਰ ਹਾਜ਼ਰ ਸਨ। ਪਿੰਡ ਵਾਸੀਆਂ ਨੇ ਵੀ ਇਸ ਵਿਚ ਭਰਪੂਰ ਸਹਿਯੋਗ ਦਿੱਤਾ।: [612, 430, 668, 484]
balaji-col-4: ਜਗਰਾਉਂ, 23 ਸਤੰਬਰ (ਸ਼ਿੰਦਰਪਾਲ) - ਇਸ ਮੌਕੇ ਸੰਬੋਧਨ ਕਰਦਿਆਂ ਆਗੂਆਂ ਨੇ ਕਿਹਾ ਕਿ ਸਰਕਾਰ ਵਲੋਂ ਕੀਤੇ ਵਾਅਦੇ ਪੂਰੇ ਨਹੀਂ ਕੀਤੇ ਜਾ ਰਹੇ। ਉਨ੍ਹਾਂ ਮੰਗ ਕੀਤੀ ਕਿ ਮਸਲਿਆਂ ਦਾ ਜਲਦ ਹੱਲ ਕੀਤਾ ਜਾਵੇ। ਇਸ ਮੌਕੇ ਪ੍ਰਧਾਨ, ਸਕੱਤਰ, ਖ਼ਜ਼ਾਨਚੀ ਅਤੇ ਹੋਰ ਮੈਂਬਰ ਹਾਜ਼ਰ ਸਨ। ਪਿੰਡ ਵਾਸੀਆਂ ਨੇ ਵੀ ਇਸ ਵਿਚ ਭਰਪੂਰ ਸਹਿਯੋਗ ਦਿੱਤਾ।: [439, 884, 515, 922]
handcuff-photo: [100, 466, 178, 526]
farm-caption: ਖੇਤ ਵਿਚ ਕੁਦਰਤੀ ਖੇਤੀ ਨਾਲ ਤਿਆਰ ਫ਼ਸਲ। ਤਸਵੀਰ: ਸ਼ਿੰਦਰਪਾਲ ਸਿੰਘ: [263, 1029, 362, 1034]
protest-caption: ਫੂਡ ਸਪਲਾਈ ਦਫ਼ਤਰ ਅੱਗੇ ਧਰਨਾ ਦਿੰਦੇ ਹੋਏ ਪੱਲੇਦਾਰ ਯੂਨੀਅਨ ਦੇ ਮੈਂਬਰ। ਤਸਵੀਰ: ਸ਼ਿੰਦਰਪਾਲ ਸਿੰਘ: [428, 321, 565, 326]
masthead-right-photo: [525, 16, 665, 76]
masthead-city: ਜਗਰਾਉਂ: [202, 27, 274, 55]
schools-quote: ਸਾਬਕਾ ਸਰਪੰਚ ਦੀ ਮੌਤ 'ਤੇ ਦੁੱਖ ਦਾ ਪ੍ਰਗਟਾਵਾ: [508, 412, 668, 426]
pallaydar-col-3: ਜਗਰਾਉਂ, 23 ਸਤੰਬਰ (ਸ਼ਿੰਦਰਪਾਲ) - ਇਸ ਮੌਕੇ ਸੰਬੋਧਨ ਕਰਦਿਆਂ ਆਗੂਆਂ ਨੇ ਕਿਹਾ ਕਿ ਸਰਕਾਰ ਵਲੋਂ ਕੀਤੇ ਵਾਅਦੇ ਪੂਰੇ ਨਹੀਂ ਕੀਤੇ ਜਾ ਰਹੇ। ਉਨ੍ਹਾਂ ਮੰਗ ਕੀਤੀ ਕਿ ਮਸਲਿਆਂ ਦਾ ਜਲਦ ਹੱਲ ਕੀਤਾ ਜਾਵੇ। ਇਸ ਮੌਕੇ ਪ੍ਰਧਾਨ, ਸਕੱਤਰ, ਖ਼ਜ਼ਾਨਚੀ ਅਤੇ ਹੋਰ ਮੈਂਬਰ ਹਾਜ਼ਰ ਸਨ। ਪਿੰਡ ਵਾਸੀਆਂ ਨੇ ਵੀ ਇਸ ਵਿਚ ਭਰਪੂਰ ਸਹਿਯੋਗ ਦਿੱਤਾ।: [588, 334, 668, 372]
